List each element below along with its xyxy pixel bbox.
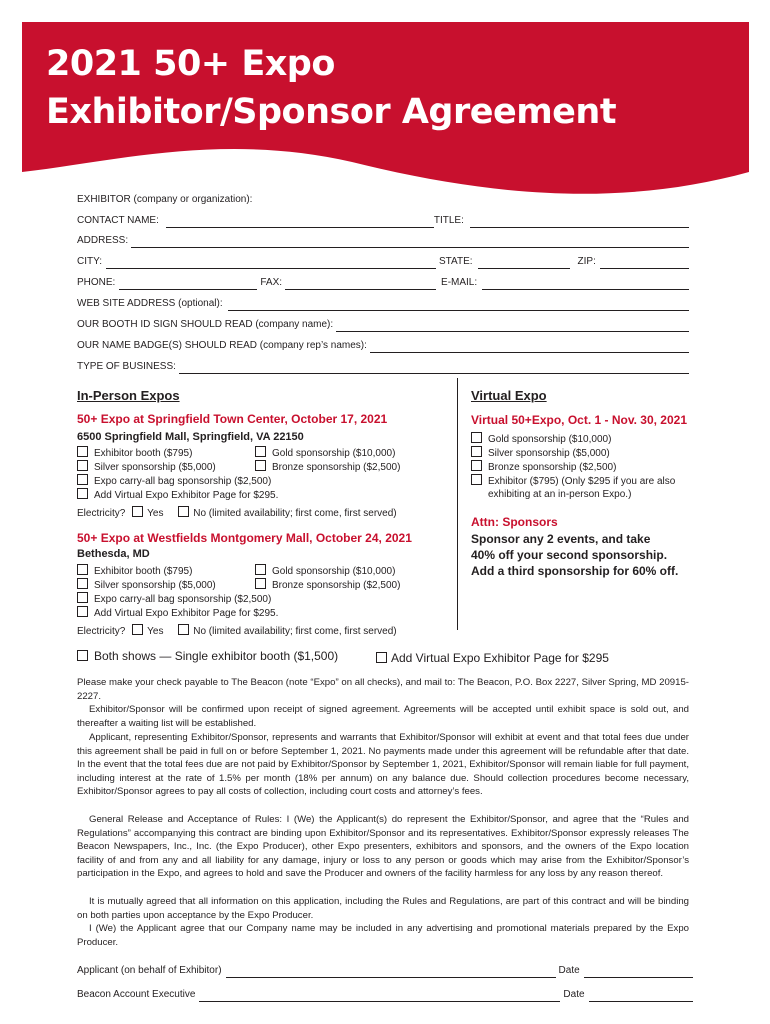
executive-date-field[interactable] xyxy=(589,991,693,1002)
booth-sign-field[interactable] xyxy=(336,321,689,332)
expo1-electricity xyxy=(77,506,397,521)
checkbox[interactable] xyxy=(77,564,88,575)
expo2-virtual-page-option[interactable] xyxy=(77,606,278,621)
terms-mutual-agreement: It is mutually agreed that all information on this application, including the Rules and Regulations, are part of this contract and will be binding on both parties upon acceptance by the Expo Producer. xyxy=(77,896,689,921)
zip-label: ZIP: xyxy=(577,256,596,267)
checkbox[interactable] xyxy=(255,564,266,575)
promo-line-2: 40% off your second sponsorship. xyxy=(471,548,668,562)
checkbox[interactable] xyxy=(77,446,88,457)
promo-line-3: Add a third sponsorship for 60% off. xyxy=(471,564,679,578)
expo2-bag-option[interactable] xyxy=(77,592,271,607)
no-label: No (limited availability; first come, first served) xyxy=(193,508,397,519)
yes-label: Yes xyxy=(147,626,164,637)
checkbox[interactable] xyxy=(77,578,88,589)
electricity-yes-checkbox[interactable] xyxy=(132,506,143,517)
electricity-label: Electricity? xyxy=(77,508,126,519)
zip-field[interactable] xyxy=(600,258,689,269)
option-label: Gold sponsorship ($10,000) xyxy=(272,566,396,577)
address-row xyxy=(77,234,689,248)
date-label: Date xyxy=(558,965,580,976)
checkbox[interactable] xyxy=(77,650,88,661)
title-field[interactable] xyxy=(470,217,689,228)
virtual-exhibitor-note: exhibiting at an in-person Expo.) xyxy=(488,489,632,500)
expo1-gold-option[interactable] xyxy=(255,446,395,461)
expo1-bag-option[interactable] xyxy=(77,474,271,489)
option-label: Exhibitor ($795) (Only $295 if you are also xyxy=(488,476,676,487)
expo1-address: 6500 Springfield Mall, Springfield, VA 22150 xyxy=(77,431,304,443)
terms-confirmation: Exhibitor/Sponsor will be confirmed upon receipt of signed agreement. Agreements will be accepted until exhibit space is sold out, and thereafter a waiting list will be established. xyxy=(77,704,689,729)
checkbox[interactable] xyxy=(255,578,266,589)
option-label: Bronze sponsorship ($2,500) xyxy=(488,462,617,473)
website-row xyxy=(77,297,689,311)
expo1-title: 50+ Expo at Springfield Town Center, October 17, 2021 xyxy=(77,412,388,426)
option-label: Bronze sponsorship ($2,500) xyxy=(272,462,401,473)
option-label: Add Virtual Expo Exhibitor Page for $295. xyxy=(94,490,279,501)
option-label: Expo carry-all bag sponsorship ($2,500) xyxy=(94,594,272,605)
electricity-no-checkbox[interactable] xyxy=(178,624,189,635)
checkbox[interactable] xyxy=(471,474,482,485)
executive-signature-field[interactable] xyxy=(199,991,560,1002)
in-person-heading: In-Person Expos xyxy=(77,388,180,403)
expo2-silver-option[interactable] xyxy=(77,578,216,593)
phone-field[interactable] xyxy=(119,279,257,290)
checkbox[interactable] xyxy=(77,460,88,471)
executive-label: Beacon Account Executive xyxy=(77,989,196,1000)
electricity-label: Electricity? xyxy=(77,626,126,637)
option-label: Silver sponsorship ($5,000) xyxy=(488,448,610,459)
name-badge-row xyxy=(77,339,689,353)
option-label: Expo carry-all bag sponsorship ($2,500) xyxy=(94,476,272,487)
option-label: Exhibitor booth ($795) xyxy=(94,566,193,577)
website-field[interactable] xyxy=(228,300,689,311)
terms-payment: Please make your check payable to The Beacon (note “Expo” on all checks), and mail to: The Beacon, P.O. Box 2227, Silver Spring, MD 20915-2227. xyxy=(77,677,689,702)
terms-advertising: I (We) the Applicant agree that our Company name may be included in any advertising and promotional materials prepared by the Expo Producer. xyxy=(77,923,689,948)
address-label: ADDRESS: xyxy=(77,235,129,246)
both-shows-option[interactable] xyxy=(77,648,338,664)
address-field[interactable] xyxy=(131,237,689,248)
attn-sponsors: Attn: Sponsors xyxy=(471,515,558,529)
business-type-field[interactable] xyxy=(179,363,689,374)
option-label: Both shows — Single exhibitor booth ($1,500) xyxy=(94,649,339,663)
checkbox[interactable] xyxy=(77,488,88,499)
checkbox[interactable] xyxy=(255,446,266,457)
title-line-2: Exhibitor/Sponsor Agreement xyxy=(46,92,617,132)
name-badge-field[interactable] xyxy=(370,342,689,353)
city-row xyxy=(77,255,689,269)
column-divider xyxy=(457,378,458,630)
website-label: WEB SITE ADDRESS (optional): xyxy=(77,298,223,309)
option-label: Gold sponsorship ($10,000) xyxy=(272,448,396,459)
name-badge-label: OUR NAME BADGE(S) SHOULD READ (company rep’s names): xyxy=(77,340,367,351)
option-label: Add Virtual Expo Exhibitor Page for $295. xyxy=(94,608,279,619)
applicant-signature-row xyxy=(77,964,693,978)
state-field[interactable] xyxy=(478,258,570,269)
virtual-bronze-option[interactable] xyxy=(471,460,616,475)
page-title xyxy=(46,40,616,136)
expo2-booth-option[interactable] xyxy=(77,564,192,579)
city-field[interactable] xyxy=(106,258,436,269)
title-line-1: 2021 50+ Expo xyxy=(46,44,335,84)
no-label: No (limited availability; first come, first served) xyxy=(193,626,397,637)
business-type-label: TYPE OF BUSINESS: xyxy=(77,361,176,372)
fax-field[interactable] xyxy=(285,279,436,290)
fax-label: FAX: xyxy=(260,277,283,288)
email-field[interactable] xyxy=(482,279,689,290)
expo2-title: 50+ Expo at Westfields Montgomery Mall, October 24, 2021 xyxy=(77,531,412,545)
applicant-signature-field[interactable] xyxy=(226,967,556,978)
expo1-virtual-page-option[interactable] xyxy=(77,488,278,503)
expo2-gold-option[interactable] xyxy=(255,564,395,579)
promo-line-1: Sponsor any 2 events, and take xyxy=(471,532,651,546)
checkbox[interactable] xyxy=(471,432,482,443)
city-label: CITY: xyxy=(77,256,103,267)
phone-label: PHONE: xyxy=(77,277,116,288)
phone-row xyxy=(77,276,689,290)
electricity-no-checkbox[interactable] xyxy=(178,506,189,517)
exhibitor-label: EXHIBITOR (company or organization): xyxy=(77,194,253,205)
contact-row xyxy=(77,214,689,228)
state-label: STATE: xyxy=(439,256,473,267)
executive-signature-row xyxy=(77,988,693,1002)
checkbox[interactable] xyxy=(77,606,88,617)
expo1-booth-option[interactable] xyxy=(77,446,192,461)
option-label: Add Virtual Expo Exhibitor Page for $295 xyxy=(391,651,609,665)
expo2-address: Bethesda, MD xyxy=(77,548,150,560)
yes-label: Yes xyxy=(147,508,164,519)
expo1-silver-option[interactable] xyxy=(77,460,216,475)
checkbox[interactable] xyxy=(255,460,266,471)
terms-general-release: General Release and Acceptance of Rules: I (We) the Applicant(s) do represent the Exhibitor/Sponsor, and agree that the “Rules and Regulations” accompanying this contract are binding upon Exhibitor/Sponsor and its representatives. Exhibitor/Sponsor expressly releases The Beacon Newspapers, Inc., Inc. (the Expo Producer), other Expo presenters, exhibitors and sponsors, and the owners of the Expo location facility of and from any and all liability for any damage, injury or loss to any person or goods which may arise from the Exhibitor/Sponsor’s participation in the Expo, and agrees to hold and save the Producer and owners of the facility harmless for any loss by any reason thereof. xyxy=(77,814,689,880)
option-label: Bronze sponsorship ($2,500) xyxy=(272,580,401,591)
virtual-silver-option[interactable] xyxy=(471,446,610,461)
booth-sign-row xyxy=(77,318,689,332)
email-label: E-MAIL: xyxy=(441,277,478,288)
contact-name-label: CONTACT NAME: xyxy=(77,215,159,226)
checkbox[interactable] xyxy=(471,446,482,457)
option-label: Silver sponsorship ($5,000) xyxy=(94,580,216,591)
option-label: Gold sponsorship ($10,000) xyxy=(488,434,612,445)
exhibitor-row xyxy=(77,193,689,207)
title-label: TITLE: xyxy=(433,215,464,226)
terms-payment-obligation: Applicant, representing Exhibitor/Sponsor, represents and warrants that Exhibitor/Sponsor will exhibit at event and that total fees due under this agreement shall be paid in full on or before September 1, 2021. No payments made under this agreement will be refundable after that date. In the event that the total fees due are not paid by Exhibitor/Sponsor by September 1, 2021, Exhibitor/Sponsor will remain liable for full payment, including interest at the rate of 1.5% per month (18% per annum) on any balance due. Should collection procedures become necessary, Exhibitor/Sponsor agrees to pay all costs of collection, including court costs and attorney’s fees. xyxy=(77,732,689,798)
business-type-row xyxy=(77,360,689,374)
checkbox[interactable] xyxy=(471,460,482,471)
checkbox[interactable] xyxy=(77,592,88,603)
virtual-gold-option[interactable] xyxy=(471,432,611,447)
option-label: Exhibitor booth ($795) xyxy=(94,448,193,459)
expo2-electricity xyxy=(77,624,397,639)
contact-name-field[interactable] xyxy=(166,217,434,228)
virtual-exhibitor-option[interactable] xyxy=(471,474,675,489)
electricity-yes-checkbox[interactable] xyxy=(132,624,143,635)
expo1-bronze-option[interactable] xyxy=(255,460,400,475)
add-virtual-option[interactable] xyxy=(376,650,609,666)
booth-sign-label: OUR BOOTH ID SIGN SHOULD READ (company name): xyxy=(77,319,334,330)
checkbox[interactable] xyxy=(376,652,387,663)
expo2-bronze-option[interactable] xyxy=(255,578,400,593)
option-label: Silver sponsorship ($5,000) xyxy=(94,462,216,473)
checkbox[interactable] xyxy=(77,474,88,485)
virtual-title: Virtual 50+Expo, Oct. 1 - Nov. 30, 2021 xyxy=(471,413,687,427)
applicant-label: Applicant (on behalf of Exhibitor) xyxy=(77,965,222,976)
virtual-heading: Virtual Expo xyxy=(471,388,547,403)
applicant-date-field[interactable] xyxy=(584,967,693,978)
date-label: Date xyxy=(563,989,585,1000)
